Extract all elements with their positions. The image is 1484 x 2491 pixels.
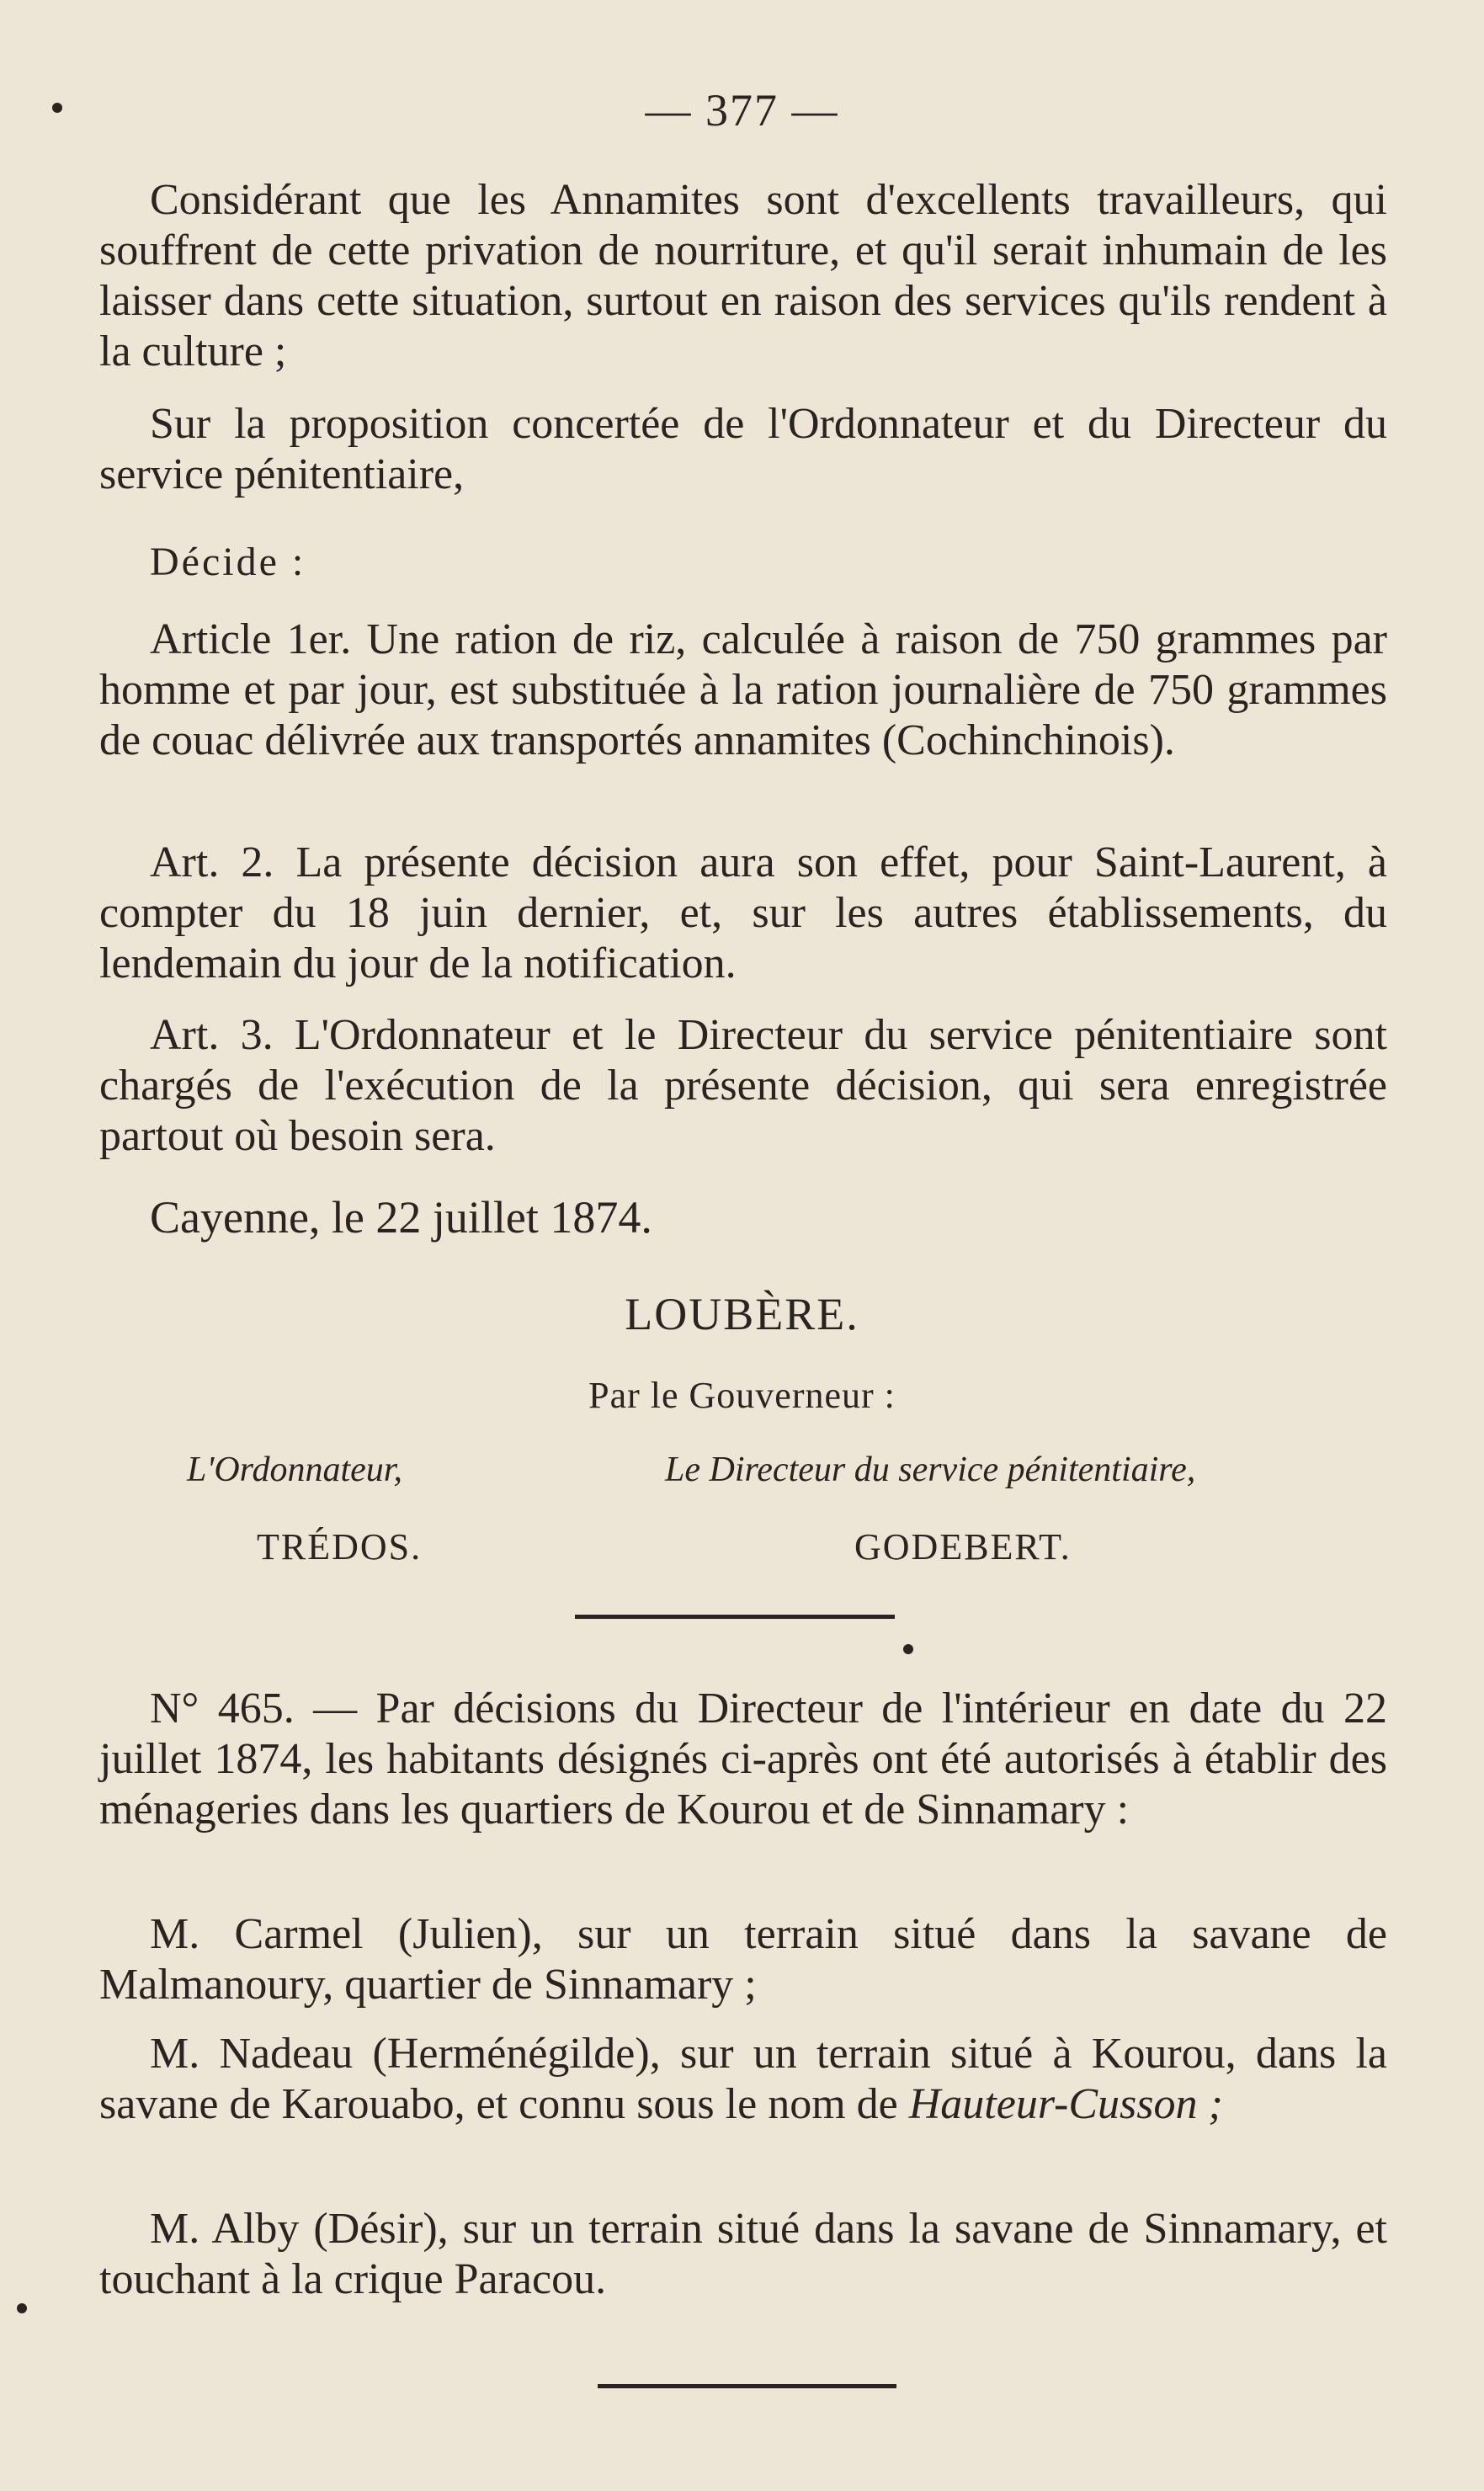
item-nadeau-place-name: Hauteur-Cusson ; [908, 2080, 1223, 2128]
section-divider [575, 1615, 895, 1619]
paragraph-proposition: Sur la proposition concertée de l'Ordonnateur et du Directeur du service pénitentiaire, [99, 400, 1387, 498]
official-left-name: TRÉDOS. [257, 1526, 423, 1568]
article-2: Art. 2. La présente décision aura son effet, pour Saint-Laurent, à compter du 18 juin dernier, et, sur les autres établissements, du lendemain du jour de la notification. [99, 838, 1387, 987]
article-1: Article 1er. Une ration de riz, calculée à raison de 750 grammes par homme et par jour, est substituée à la ration journalière de 750 grammes de couac délivrée aux transportés annamites (Cochinchinois). [99, 615, 1387, 764]
par-le-gouverneur: Par le Gouverneur : [588, 1375, 896, 1416]
date-line: Cayenne, le 22 juillet 1874. [150, 1192, 652, 1243]
item-nadeau [99, 2029, 1387, 2130]
end-divider [598, 2384, 896, 2388]
item-carmel: M. Carmel (Julien), sur un terrain situé dans la savane de Malmanoury, quartier de Sinnamary ; [99, 1910, 1387, 2009]
article-3: Art. 3. L'Ordonnateur et le Directeur du service pénitentiaire sont chargés de l'exécution de la présente décision, qui sera enregistrée partout où besoin sera. [99, 1011, 1387, 1160]
paragraph-considerant: Considérant que les Annamites sont d'excellents travailleurs, qui souffrent de cette privation de nourriture, et qu'il serait inhumain de les laisser dans cette situation, surtout en raison des services qu'ils rendent à la culture ; [99, 176, 1387, 375]
signature-name: LOUBÈRE. [625, 1289, 859, 1339]
margin-dot-bottom [17, 2303, 27, 2313]
official-right-name: GODEBERT. [854, 1526, 1072, 1568]
decide-heading: Décide : [150, 540, 306, 584]
notice-465: N° 465. — Par décisions du Directeur de l'intérieur en date du 22 juillet 1874, les habitants désignés ci-après ont été autorisés à établir des ménageries dans les quartiers de Kourou et de Sinnamary : [99, 1685, 1387, 1834]
official-right-title: Le Directeur du service pénitentiaire, [665, 1450, 1196, 1489]
item-alby: M. Alby (Désir), sur un terrain situé dans la savane de Sinnamary, et touchant à la crique Paracou. [99, 2205, 1387, 2303]
item-nadeau-text: M. Nadeau (Herménégilde), sur un terrain situé à Kourou, dans la savane de Karouabo, et connu sous le nom de [99, 2030, 1387, 2128]
official-left-title: L'Ordonnateur, [187, 1450, 402, 1489]
page-number: — 377 — [645, 85, 839, 136]
divider-dot [903, 1644, 913, 1654]
